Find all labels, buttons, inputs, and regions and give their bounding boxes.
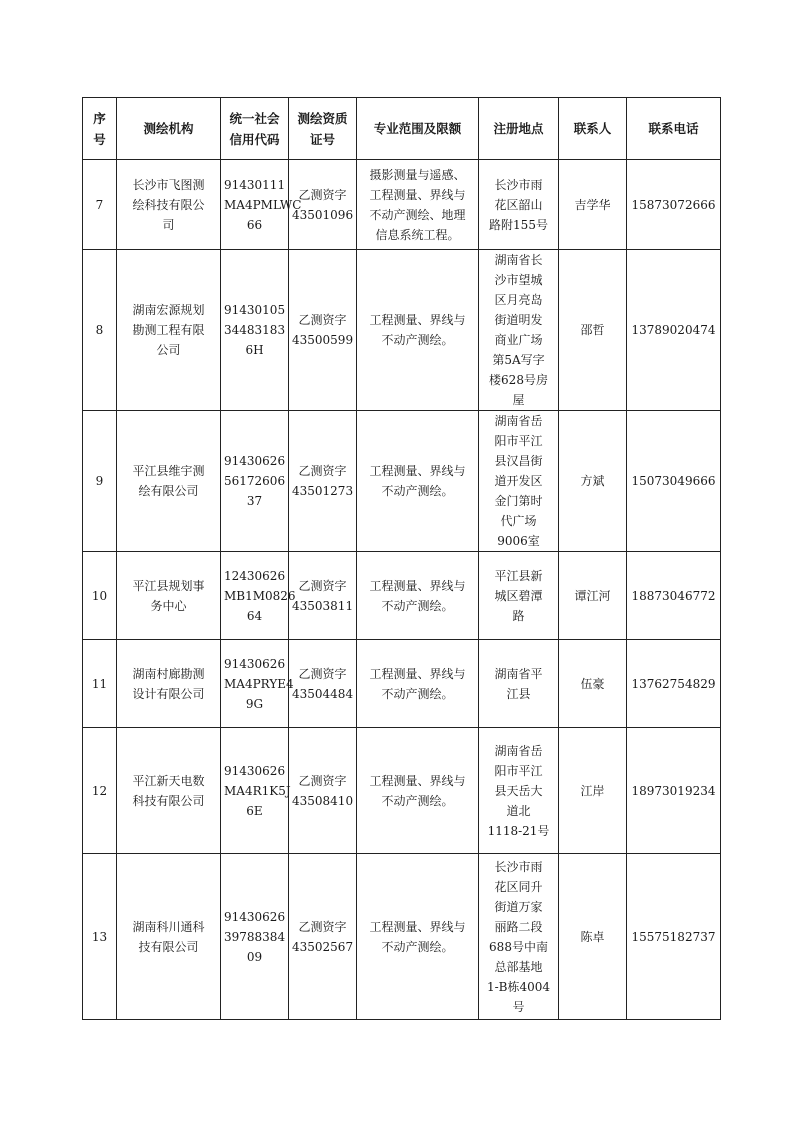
row-cert-no: 乙测资字 43504484 [289, 640, 357, 728]
table-row [83, 728, 721, 854]
header-index: 序 号 [83, 98, 117, 160]
row-credit-code: 12430626 MB1M0826 64 [221, 552, 289, 640]
row-address: 湖南省长 沙市望城 区月亮岛 街道明发 商业广场 第5A写字 楼628号房 屋 [479, 250, 559, 411]
row-org: 湖南宏源规划 勘测工程有限 公司 [117, 250, 221, 411]
row-index: 9 [83, 411, 117, 552]
row-scope: 工程测量、界线与 不动产测绘。 [357, 854, 479, 1020]
row-index: 10 [83, 552, 117, 640]
table-row [83, 250, 721, 411]
row-address: 长沙市雨 花区同升 街道万家 丽路二段 688号中南 总部基地 1-B栋4004 号 [479, 854, 559, 1020]
row-phone: 15873072666 [627, 160, 721, 250]
header-org: 测绘机构 [117, 98, 221, 160]
table-header-row [83, 98, 721, 160]
row-credit-code: 91430626 56172606 37 [221, 411, 289, 552]
row-org: 长沙市飞图测 绘科技有限公 司 [117, 160, 221, 250]
table-row [83, 640, 721, 728]
header-address: 注册地点 [479, 98, 559, 160]
row-address: 湖南省岳 阳市平江 县天岳大 道北 1118-21号 [479, 728, 559, 854]
header-credit-code: 统一社会 信用代码 [221, 98, 289, 160]
row-scope: 工程测量、界线与 不动产测绘。 [357, 250, 479, 411]
table-row [83, 160, 721, 250]
header-contact: 联系人 [559, 98, 627, 160]
header-phone: 联系电话 [627, 98, 721, 160]
row-scope: 工程测量、界线与 不动产测绘。 [357, 552, 479, 640]
table-row [83, 411, 721, 552]
row-index: 12 [83, 728, 117, 854]
row-credit-code: 91430111 MA4PMLWC 66 [221, 160, 289, 250]
row-address: 湖南省平 江县 [479, 640, 559, 728]
row-credit-code: 91430626 MA4R1K5J 6E [221, 728, 289, 854]
row-cert-no: 乙测资字 43500599 [289, 250, 357, 411]
header-cert-no: 测绘资质 证号 [289, 98, 357, 160]
row-credit-code: 91430626 39788384 09 [221, 854, 289, 1020]
row-org: 平江县维宇测 绘有限公司 [117, 411, 221, 552]
row-contact: 伍豪 [559, 640, 627, 728]
header-scope: 专业范围及限额 [357, 98, 479, 160]
row-cert-no: 乙测资字 43502567 [289, 854, 357, 1020]
row-credit-code: 91430626 MA4PRYE4 9G [221, 640, 289, 728]
row-contact: 方斌 [559, 411, 627, 552]
row-org: 湖南村廊勘测 设计有限公司 [117, 640, 221, 728]
row-contact: 吉学华 [559, 160, 627, 250]
row-index: 11 [83, 640, 117, 728]
row-phone: 18873046772 [627, 552, 721, 640]
row-contact: 谭江河 [559, 552, 627, 640]
row-index: 7 [83, 160, 117, 250]
row-address: 湖南省岳 阳市平江 县汉昌街 道开发区 金门第时 代广场 9006室 [479, 411, 559, 552]
row-contact: 陈卓 [559, 854, 627, 1020]
row-address: 平江县新 城区碧潭 路 [479, 552, 559, 640]
row-scope: 工程测量、界线与 不动产测绘。 [357, 411, 479, 552]
row-org: 平江县规划事 务中心 [117, 552, 221, 640]
row-cert-no: 乙测资字 43508410 [289, 728, 357, 854]
row-address: 长沙市雨 花区韶山 路附155号 [479, 160, 559, 250]
surveying-institutions-table [82, 97, 721, 1020]
row-cert-no: 乙测资字 43503811 [289, 552, 357, 640]
row-phone: 13762754829 [627, 640, 721, 728]
row-scope: 工程测量、界线与 不动产测绘。 [357, 728, 479, 854]
row-phone: 15575182737 [627, 854, 721, 1020]
table-row [83, 854, 721, 1020]
row-scope: 工程测量、界线与 不动产测绘。 [357, 640, 479, 728]
row-phone: 15073049666 [627, 411, 721, 552]
row-credit-code: 91430105 34483183 6H [221, 250, 289, 411]
row-phone: 13789020474 [627, 250, 721, 411]
row-cert-no: 乙测资字 43501273 [289, 411, 357, 552]
row-scope: 摄影测量与遥感、 工程测量、界线与 不动产测绘、地理 信息系统工程。 [357, 160, 479, 250]
row-index: 13 [83, 854, 117, 1020]
table-row [83, 552, 721, 640]
row-org: 湖南科川通科 技有限公司 [117, 854, 221, 1020]
row-contact: 江岸 [559, 728, 627, 854]
row-phone: 18973019234 [627, 728, 721, 854]
row-org: 平江新天电数 科技有限公司 [117, 728, 221, 854]
row-contact: 邵哲 [559, 250, 627, 411]
row-index: 8 [83, 250, 117, 411]
row-cert-no: 乙测资字 43501096 [289, 160, 357, 250]
